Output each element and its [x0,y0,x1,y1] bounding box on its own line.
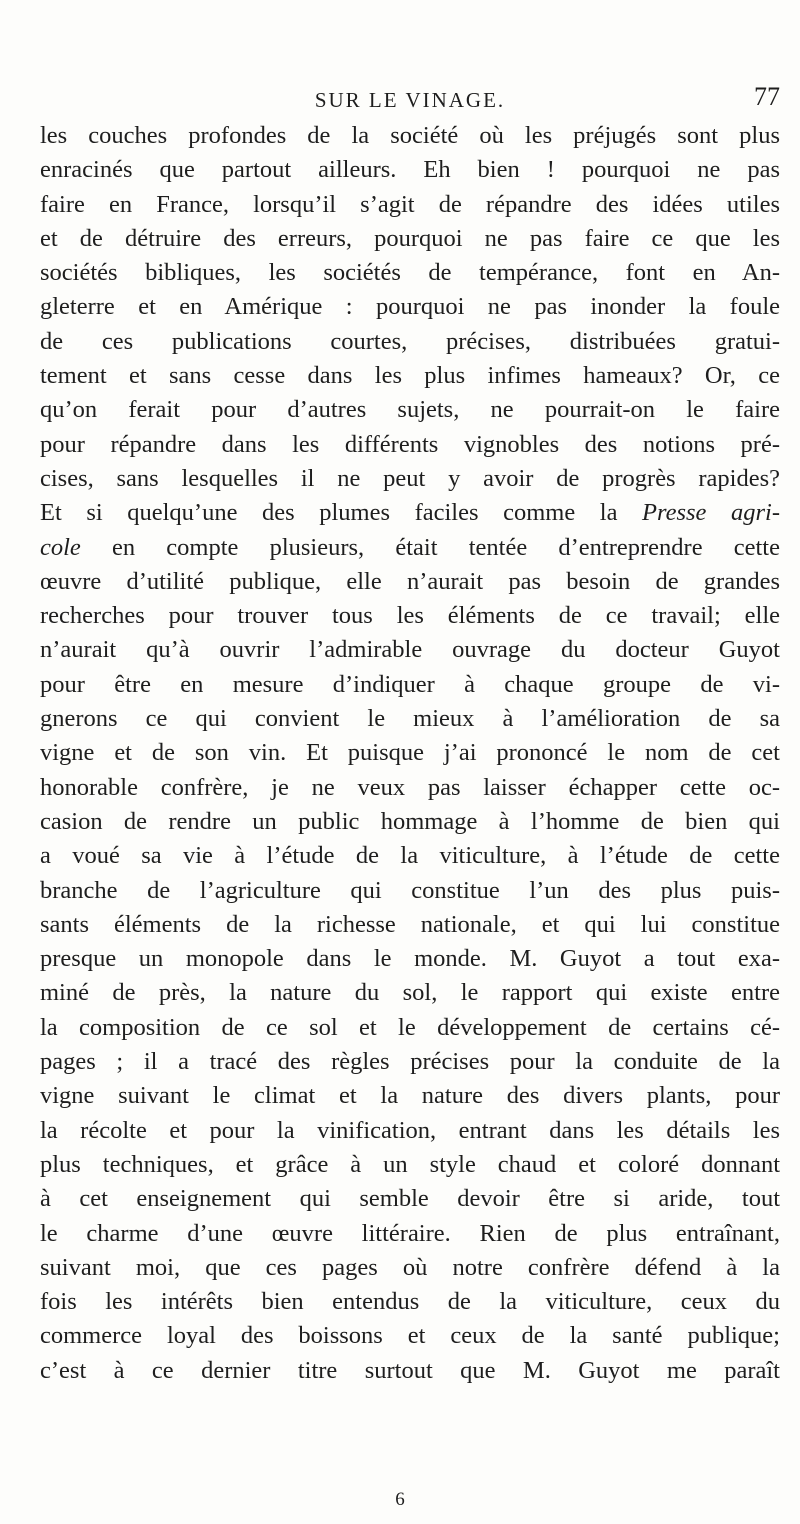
text-line: sants éléments de la richesse nationale, et qui lui constitue [40,910,780,938]
text-line: pages ; il a tracé des règles précises pour la conduite de la [40,1048,780,1076]
page-number: 77 [754,82,780,111]
text-line: pour être en mesure d’indiquer à chaque groupe de vi- [40,670,780,698]
text-line: suivant moi, que ces pages où notre confrère défend à la [40,1253,780,1281]
text-line: cises, sans lesquelles il ne peut y avoir de progrès rapides? [40,464,780,492]
text-line: a voué sa vie à l’étude de la viticulture, à l’étude de cette [40,842,780,870]
text-line: tement et sans cesse dans les plus infimes hameaux? Or, ce [40,362,780,390]
text-line: miné de près, la nature du sol, le rapport qui existe entre [40,979,780,1007]
text-line: le charme d’une œuvre littéraire. Rien de plus entraînant, [40,1219,780,1247]
text-line: gleterre et en Amérique : pourquoi ne pas inonder la foule [40,293,780,321]
text-line: commerce loyal des boissons et ceux de la santé publique; [40,1322,780,1350]
text-run: Et si quelqu’une des plumes faciles comme la [40,499,643,527]
text-run: en compte plusieurs, était tentée d’entreprendre cette [80,533,780,561]
text-line: plus techniques, et grâce à un style chaud et coloré donnant [40,1150,780,1178]
text-line: recherches pour trouver tous les éléments de ce travail; elle [40,602,780,630]
text-line: pour répandre dans les différents vignobles des notions pré- [40,430,780,458]
italic-run: Presse agri- [642,499,780,527]
text-line [40,496,780,530]
italic-run: cole [40,533,81,561]
text-line: branche de l’agriculture qui constitue l’un des plus puis- [40,876,780,904]
signature-mark: 6 [395,1489,405,1510]
body-text [40,119,780,1388]
text-line: sociétés bibliques, les sociétés de tempérance, font en An- [40,259,780,287]
text-line: casion de rendre un public hommage à l’homme de bien qui [40,807,780,835]
text-line: gnerons ce qui convient le mieux à l’amélioration de sa [40,705,780,733]
text-line: vigne suivant le climat et la nature des divers plants, pour [40,1082,780,1110]
text-line: faire en France, lorsqu’il s’agit de répandre des idées utiles [40,190,780,218]
text-line: n’aurait qu’à ouvrir l’admirable ouvrage du docteur Guyot [40,636,780,664]
text-line: qu’on ferait pour d’autres sujets, ne pourrait-on le faire [40,396,780,424]
text-line: les couches profondes de la société où les préjugés sont plus [40,122,780,149]
text-line: œuvre d’utilité publique, elle n’aurait pas besoin de grandes [40,567,780,595]
text-line: presque un monopole dans le monde. M. Guyot a tout exa- [40,945,780,973]
text-line [40,531,780,565]
text-line: vigne et de son vin. Et puisque j’ai prononcé le nom de cet [40,739,780,767]
text-line: à cet enseignement qui semble devoir être si aride, tout [40,1185,780,1213]
text-line: la récolte et pour la vinification, entrant dans les détails les [40,1116,780,1144]
running-head [40,82,780,118]
text-line: fois les intérêts bien entendus de la viticulture, ceux du [40,1288,780,1316]
text-line: de ces publications courtes, précises, distribuées gratui- [40,327,780,355]
text-line: et de détruire des erreurs, pourquoi ne pas faire ce que les [40,224,780,252]
text-line: c’est à ce dernier titre surtout que M. Guyot me paraît [40,1356,780,1384]
text-line: la composition de ce sol et le développement de certains cé- [40,1013,780,1041]
running-title: SUR LE VINAGE. [314,88,506,112]
text-line: honorable confrère, je ne veux pas laisser échapper cette oc- [40,773,780,801]
text-line: enracinés que partout ailleurs. Eh bien ! pourquoi ne pas [40,156,780,184]
